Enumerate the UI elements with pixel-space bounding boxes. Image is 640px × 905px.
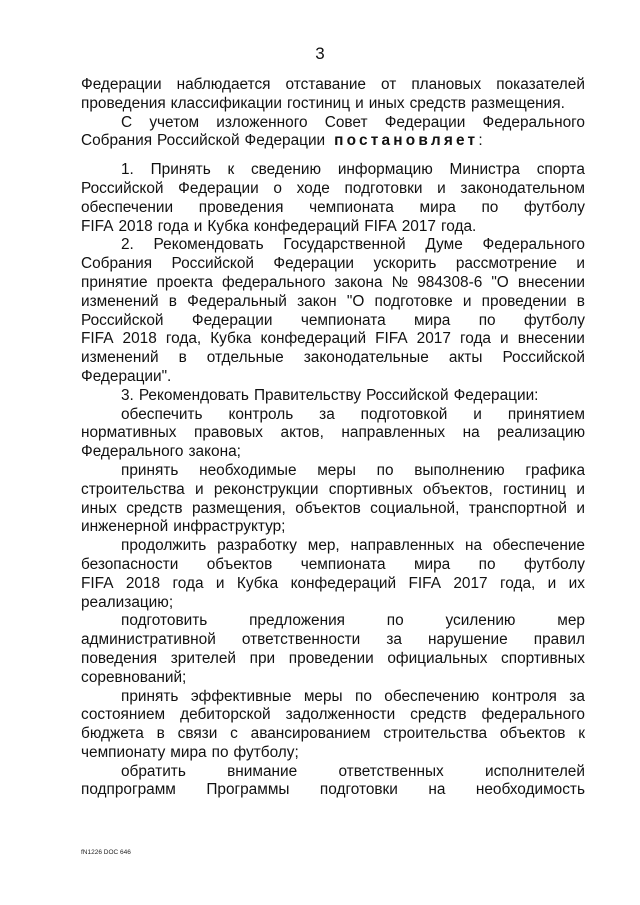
text-line: строительства и реконструкции спортивных объектов, гостиниц и <box>81 480 585 498</box>
text-line: FIFA 2018 года и Кубка конфедераций FIFA 2017 года, и их <box>81 574 585 592</box>
text-line: состоянием дебиторской задолженности средств федерального <box>81 706 585 724</box>
text-line: Собрания Российской Федерации постановляет: <box>81 132 483 150</box>
text-line: проведения классификации гостиниц и иных средств размещения. <box>81 94 565 112</box>
text-line: иных средств размещения, объектов социальной, транспортной и <box>81 499 585 517</box>
text-line: Российской Федерации о ходе подготовки и законодательном <box>81 179 585 197</box>
text-line: FIFA 2018 года и Кубка конфедераций FIFA 2017 года. <box>81 217 477 235</box>
text-line: обеспечении проведения чемпионата мира по футболу <box>81 198 585 216</box>
text-line: чемпионату мира по футболу; <box>81 743 299 761</box>
text-line: административной ответственности за нарушение правил <box>81 631 585 649</box>
text-line: обеспечить контроль за подготовкой и принятием <box>121 405 585 423</box>
text-line: 1. Принять к сведению информацию Министра спорта <box>121 161 585 179</box>
text-line: бюджета в связи с авансированием строительства объектов к <box>81 725 585 743</box>
text-line: нормативных правовых актов, направленных на реализацию <box>81 424 585 442</box>
text-line: изменений в Федеральный закон "О подготовке и проведении в <box>81 292 585 310</box>
text-line: FIFA 2018 года, Кубка конфедераций FIFA 2017 года и внесении <box>81 330 585 348</box>
text-line: обратить внимание ответственных исполнителей <box>121 762 585 780</box>
text-line: подпрограмм Программы подготовки на необходимость <box>81 781 585 799</box>
text-line: принятие проекта федерального закона № 984308-6 "О внесении <box>81 273 585 291</box>
text-line: изменений в отдельные законодательные акты Российской <box>81 349 585 367</box>
decree-verb: постановляет <box>334 132 479 150</box>
text-line: реализацию; <box>81 593 174 611</box>
text-line: соревнований; <box>81 668 187 686</box>
text-line: 2. Рекомендовать Государственной Думе Федерального <box>121 236 585 254</box>
text-line: Федерального закона; <box>81 443 241 461</box>
text-line: принять необходимые меры по выполнению графика <box>121 461 585 479</box>
text-line: Российской Федерации чемпионата мира по футболу <box>81 311 585 329</box>
text-line: Федерации". <box>81 367 172 385</box>
text-line: продолжить разработку мер, направленных на обеспечение <box>121 537 585 555</box>
text-line: безопасности объектов чемпионата мира по футболу <box>81 555 585 573</box>
body-text <box>81 76 585 800</box>
text-line: С учетом изложенного Совет Федерации Федерального <box>121 113 585 131</box>
text-line: Федерации наблюдается отставание от плановых показателей <box>81 76 585 93</box>
text-line: поведения зрителей при проведении официальных спортивных <box>81 649 585 667</box>
page-number: 3 <box>315 44 325 63</box>
text-line: 3. Рекомендовать Правительству Российской Федерации: <box>121 386 539 404</box>
text-line: Собрания Российской Федерации ускорить рассмотрение и <box>81 255 585 273</box>
text-line: подготовить предложения по усилению мер <box>121 612 585 630</box>
text-line: принять эффективные меры по обеспечению контроля за <box>121 687 585 705</box>
paragraph-gap <box>81 151 585 161</box>
text-line: инженерной инфраструктур; <box>81 518 286 536</box>
footer-code: fN1226 DOC 646 <box>81 849 131 856</box>
